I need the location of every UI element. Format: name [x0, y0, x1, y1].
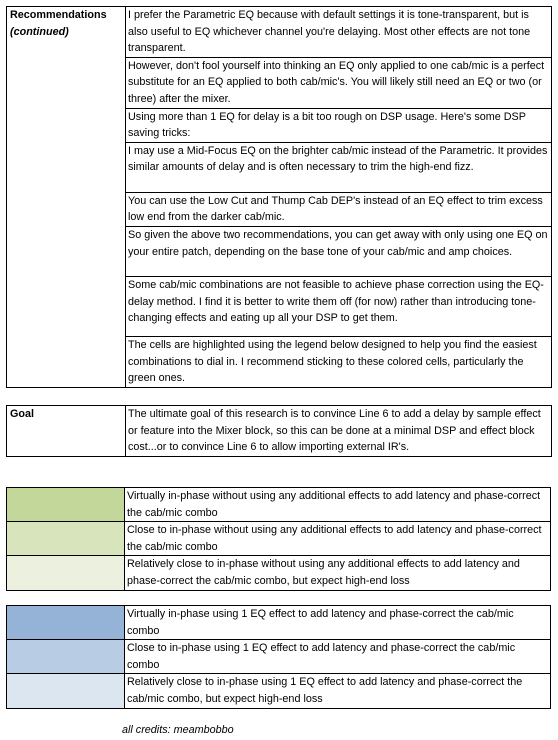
goal-table	[6, 405, 552, 457]
goal-text: The ultimate goal of this research is to convince Line 6 to add a delay by sample effect or feature into the Mixer block, so this can be done at a minimal DSP and effect block cost...or to convince Line 6 to allow importing external IR's.	[126, 406, 552, 457]
recommendation-row: So given the above two recommendations, you can get away with only using one EQ on your entire patch, depending on the base tone of your cab/mic and amp choices.	[126, 226, 552, 276]
legend-swatch	[7, 556, 125, 590]
recommendation-row: You can use the Low Cut and Thump Cab DEP's instead of an EQ effect to trim excess low end from the darker cab/mic.	[126, 192, 552, 226]
legend-text: Relatively close to in-phase using 1 EQ effect to add latency and phase-correct the cab/mic combo, but expect high-end loss	[125, 674, 551, 708]
recommendation-row: However, don't fool yourself into thinking an EQ only applied to one cab/mic is a perfect substitute for an EQ applied to both cab/mic's. You will likely still need an EQ or two (or three) after the mixer.	[126, 57, 552, 108]
legend-swatch	[7, 674, 125, 708]
goal-label: Goal	[7, 406, 126, 457]
legend-swatch	[7, 522, 125, 556]
legend-text: Close to in-phase without using any additional effects to add latency and phase-correct the cab/mic combo	[125, 522, 551, 556]
recommendation-row: I may use a Mid-Focus EQ on the brighter cab/mic instead of the Parametric. It provides similar amounts of delay and is often necessary to trim the high-end fizz.	[126, 142, 552, 192]
legend-swatch	[7, 640, 125, 674]
recommendations-table	[6, 6, 552, 388]
recommendation-row: Some cab/mic combinations are not feasible to achieve phase correction using the EQ-delay method. I find it is better to write them off (for now) rather than introducing tone-changing effects and eating up all your DSP to get them.	[126, 276, 552, 336]
recommendations-label: Recommendations	[10, 9, 107, 21]
recommendations-label-cell	[7, 7, 126, 388]
legend-swatch	[7, 488, 125, 522]
recommendation-row: Using more than 1 EQ for delay is a bit too rough on DSP usage. Here's some DSP saving tricks:	[126, 108, 552, 142]
legend-text: Close to in-phase using 1 EQ effect to add latency and phase-correct the cab/mic combo	[125, 640, 551, 674]
legend-text: Relatively close to in-phase without using any additional effects to add latency and phase-correct the cab/mic combo, but expect high-end loss	[125, 556, 551, 590]
legend-blue-table	[6, 605, 551, 709]
legend-green-table	[6, 487, 551, 591]
recommendation-row: I prefer the Parametric EQ because with default settings it is tone-transparent, but is also useful to EQ whichever channel you're delaying. Most other effects are not tone transparent.	[126, 7, 552, 58]
legend-text: Virtually in-phase using 1 EQ effect to add latency and phase-correct the cab/mic combo	[125, 606, 551, 640]
recommendation-row: The cells are highlighted using the legend below designed to help you find the easiest combinations to dial in. I recommend sticking to these colored cells, particularly the green ones.	[126, 336, 552, 387]
recommendations-sublabel: (continued)	[10, 25, 69, 38]
legend-text: Virtually in-phase without using any additional effects to add latency and phase-correct the cab/mic combo	[125, 488, 551, 522]
legend-swatch	[7, 606, 125, 640]
credits-text: all credits: meambobbo	[122, 724, 234, 736]
